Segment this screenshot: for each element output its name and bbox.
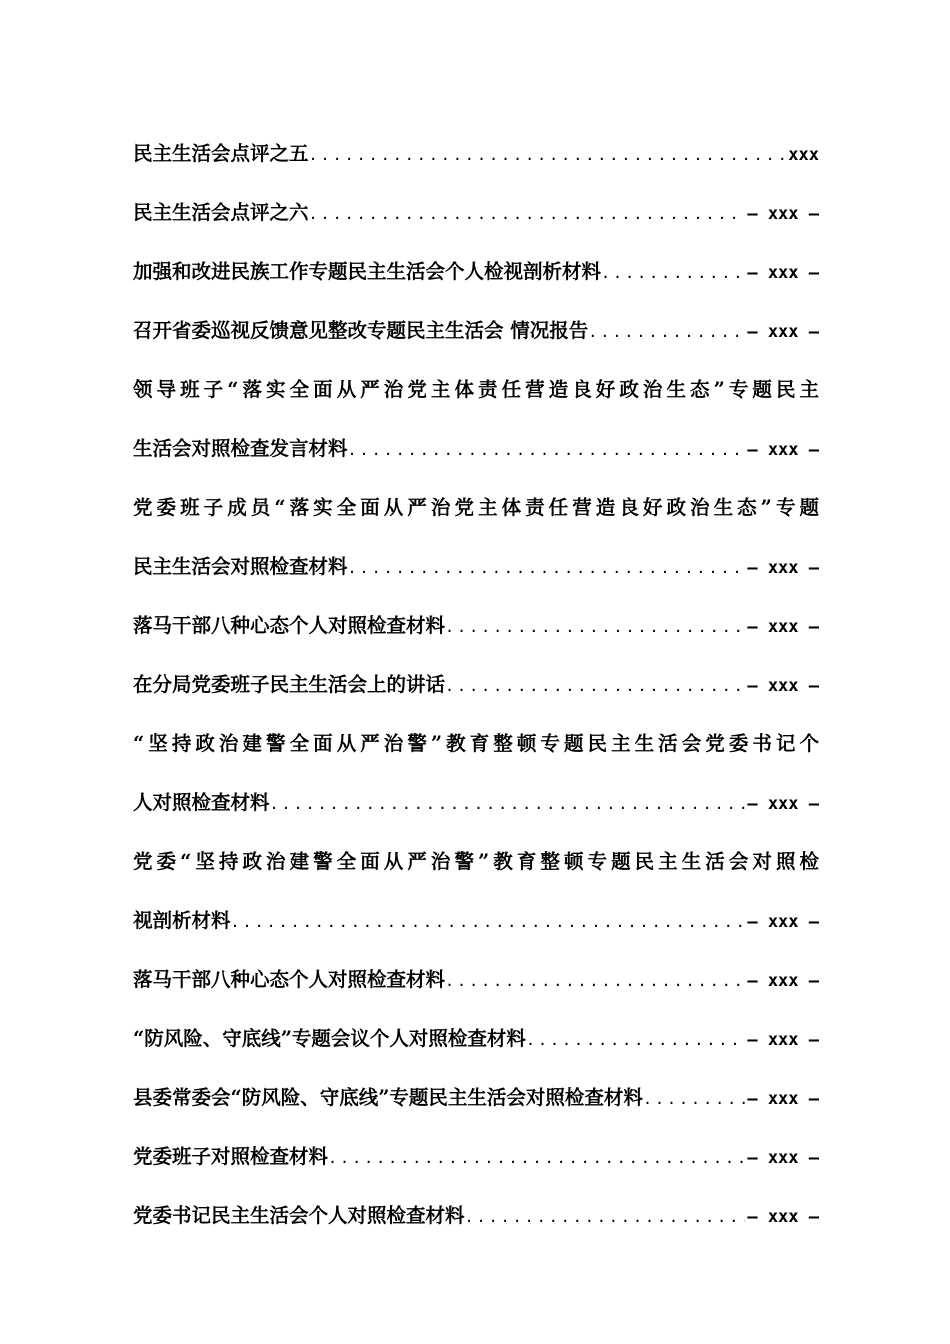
toc-line — [133, 1009, 819, 1068]
toc-entry-title: 人对照检查材料 — [133, 791, 270, 814]
toc-leader-dots — [588, 303, 745, 360]
toc-entry-title-line1: 领导班子“落实全面从严治党主体责任营造良好政治生态”专题民主 — [133, 378, 819, 401]
toc-page-number: – xxx – — [747, 912, 819, 932]
toc-leader-dots — [348, 421, 746, 478]
toc-entry-title-line1: “坚持政治建警全面从严治警”教育整顿专题民主生活会党委书记个 — [133, 732, 819, 755]
toc-line — [133, 242, 819, 301]
toc-entry[interactable] — [133, 714, 819, 832]
toc-entry[interactable] — [133, 1186, 819, 1245]
toc-entry-title: 民主生活会点评之五 — [133, 142, 309, 165]
toc-leader-dots — [465, 1188, 746, 1245]
toc-leader-dots — [270, 775, 746, 832]
toc-line — [133, 596, 819, 655]
table-of-contents — [133, 124, 819, 1245]
toc-page-number: – xxx – — [747, 1089, 819, 1109]
toc-line — [133, 655, 819, 714]
toc-leader-dots — [348, 539, 746, 596]
toc-entry[interactable] — [133, 655, 819, 714]
toc-line — [133, 950, 819, 1009]
toc-entry[interactable] — [133, 950, 819, 1009]
toc-entry[interactable] — [133, 301, 819, 360]
toc-page-number: – xxx – — [747, 322, 819, 342]
toc-entry-title: 民主生活会点评之六 — [133, 201, 309, 224]
toc-entry[interactable] — [133, 1127, 819, 1186]
toc-entry-title: 加强和改进民族工作专题民主生活会个人检视剖析材料 — [133, 260, 602, 283]
toc-leader-dots — [445, 657, 745, 714]
toc-page-number: – xxx – — [747, 1148, 819, 1168]
toc-entry-title-line1: 党委“坚持政治建警全面从严治警”教育整顿专题民主生活会对照检 — [133, 850, 819, 873]
toc-entry-title: 视剖析材料 — [133, 909, 231, 932]
toc-entry-title-line1: 党委班子成员“落实全面从严治党主体责任营造良好政治生态”专题 — [133, 496, 819, 519]
toc-entry-title: 县委常委会“防风险、守底线”专题民主生活会对照检查材料 — [133, 1086, 643, 1109]
toc-entry[interactable] — [133, 242, 819, 301]
toc-entry[interactable] — [133, 124, 819, 183]
toc-line — [133, 1068, 819, 1127]
toc-entry-title: 落马干部八种心态个人对照检查材料 — [133, 968, 446, 991]
toc-line — [133, 419, 819, 478]
toc-line — [133, 537, 819, 596]
toc-line — [133, 124, 819, 183]
toc-page-number: – xxx – — [747, 558, 819, 578]
toc-page-number: – xxx – — [747, 204, 819, 224]
toc-line — [133, 301, 819, 360]
toc-entry[interactable] — [133, 478, 819, 596]
toc-leader-dots — [526, 1011, 745, 1068]
toc-entry-title: 党委书记民主生活会个人对照检查材料 — [133, 1204, 465, 1227]
toc-leader-dots — [445, 598, 745, 655]
toc-entry-title: 党委班子对照检查材料 — [133, 1145, 329, 1168]
toc-leader-dots — [309, 126, 787, 183]
toc-entry-title: 在分局党委班子民主生活会上的讲话 — [133, 673, 446, 696]
toc-leader-dots — [231, 893, 746, 950]
toc-entry[interactable] — [133, 1068, 819, 1127]
toc-page-number: – xxx – — [747, 263, 819, 283]
toc-page-number: – xxx – — [747, 676, 819, 696]
toc-line — [133, 1127, 819, 1186]
toc-line — [133, 773, 819, 832]
toc-page-number: – xxx – — [747, 1207, 819, 1227]
toc-entry-title: 落马干部八种心态个人对照检查材料 — [133, 614, 446, 637]
toc-line — [133, 1186, 819, 1245]
toc-entry-title: 生活会对照检查发言材料 — [133, 437, 348, 460]
toc-page-number: – xxx – — [747, 1030, 819, 1050]
toc-leader-dots — [643, 1070, 745, 1127]
toc-page-number: – xxx – — [747, 794, 819, 814]
toc-page-number: – xxx – — [747, 617, 819, 637]
toc-entry[interactable] — [133, 596, 819, 655]
toc-entry[interactable] — [133, 360, 819, 478]
toc-entry[interactable] — [133, 1009, 819, 1068]
toc-entry-title: 召开省委巡视反馈意见整改专题民主生活会 情况报告 — [133, 319, 589, 342]
toc-entry-title: 民主生活会对照检查材料 — [133, 555, 348, 578]
toc-entry[interactable] — [133, 832, 819, 950]
toc-leader-dots — [445, 952, 745, 1009]
toc-page-number: – xxx – — [747, 440, 819, 460]
toc-page-number: – xxx – — [747, 971, 819, 991]
toc-leader-dots — [328, 1129, 745, 1186]
toc-leader-dots — [601, 244, 745, 301]
toc-line — [133, 183, 819, 242]
toc-line — [133, 891, 819, 950]
toc-entry-title: “防风险、守底线”专题会议个人对照检查材料 — [133, 1027, 526, 1050]
toc-entry[interactable] — [133, 183, 819, 242]
toc-page-number: xxx — [788, 145, 819, 165]
toc-leader-dots — [309, 185, 746, 242]
